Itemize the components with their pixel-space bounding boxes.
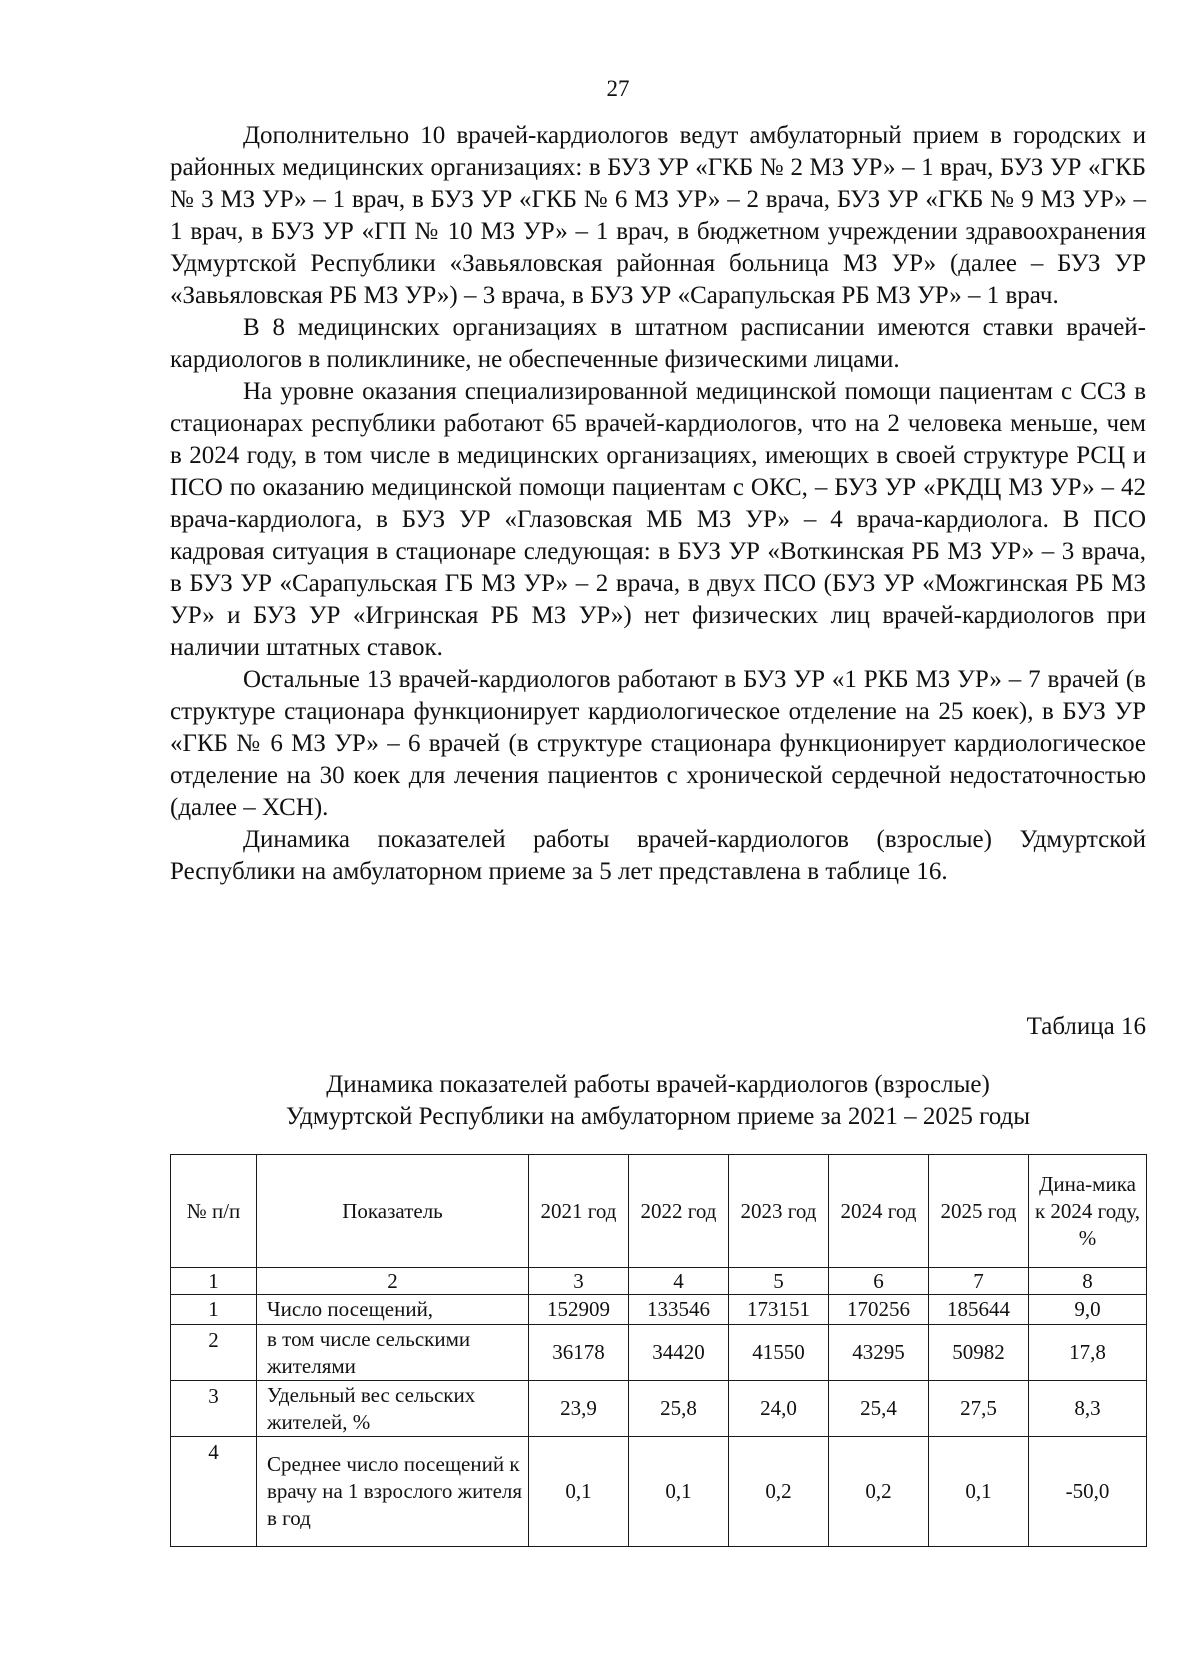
cell-2022: 25,8 xyxy=(629,1381,729,1437)
cell-2021: 23,9 xyxy=(529,1381,629,1437)
paragraph: Дополнительно 10 врачей-кардиологов ведут амбулаторный прием в городских и районных медицинских организациях: в БУЗ УР «ГКБ № 2 МЗ УР» – 1 врач, БУЗ УР «ГКБ № 3 МЗ УР» – 1 врач, в БУЗ УР «ГКБ № 6 МЗ УР» – 2 врача, БУЗ УР «ГКБ № 9 МЗ УР» – 1 врач, в БУЗ УР «ГП № 10 МЗ УР» – 1 врач, в бюджетном учреждении здравоохранения Удмуртской Республики «Завьяловская районная больница МЗ УР» (далее – БУЗ УР «Завьяловская РБ МЗ УР») – 3 врача, в БУЗ УР «Сарапульская РБ МЗ УР» – 1 врач. xyxy=(170,122,1146,309)
table-row xyxy=(171,1381,1147,1437)
cell-2024: 0,2 xyxy=(829,1437,929,1547)
row-indicator: Число посещений, xyxy=(257,1295,529,1325)
body-text xyxy=(170,120,1146,888)
cell-2023: 24,0 xyxy=(729,1381,829,1437)
paragraph: В 8 медицинских организациях в штатном расписании имеются ставки врачей-кардиологов в поликлинике, не обеспеченные физическими лицами. xyxy=(170,314,1146,373)
column-number: 3 xyxy=(529,1268,629,1295)
table-caption-line: Удмуртской Республики на амбулаторном приеме за 2021 – 2025 годы xyxy=(285,1103,1031,1130)
header-num: № п/п xyxy=(171,1155,257,1268)
cell-2023: 0,2 xyxy=(729,1437,829,1547)
row-indicator: Удельный вес сельских жителей, % xyxy=(257,1381,529,1437)
cell-2021: 0,1 xyxy=(529,1437,629,1547)
column-number: 6 xyxy=(829,1268,929,1295)
row-num: 2 xyxy=(171,1325,257,1381)
row-num: 1 xyxy=(171,1295,257,1325)
cell-dynamics: 8,3 xyxy=(1029,1381,1147,1437)
table-label: Таблица 16 xyxy=(1026,1013,1146,1040)
cell-2021: 152909 xyxy=(529,1295,629,1325)
header-2023: 2023 год xyxy=(729,1155,829,1268)
row-num: 3 xyxy=(171,1381,257,1437)
table-caption-line: Динамика показателей работы врачей-кардиологов (взрослые) xyxy=(326,1071,990,1098)
row-indicator: Среднее число посещений к врачу на 1 взрослого жителя в год xyxy=(257,1437,529,1547)
cell-2021: 36178 xyxy=(529,1325,629,1381)
column-number: 1 xyxy=(171,1268,257,1295)
cell-2025: 50982 xyxy=(929,1325,1029,1381)
table-row xyxy=(171,1325,1147,1381)
column-number: 2 xyxy=(257,1268,529,1295)
header-2024: 2024 год xyxy=(829,1155,929,1268)
cell-2023: 41550 xyxy=(729,1325,829,1381)
cell-2022: 0,1 xyxy=(629,1437,729,1547)
row-num: 4 xyxy=(171,1437,257,1547)
table-header-row xyxy=(171,1155,1147,1268)
paragraph: Динамика показателей работы врачей-кардиологов (взрослые) Удмуртской Республики на амбулаторном приеме за 5 лет представлена в таблице 16. xyxy=(170,826,1146,885)
cell-2025: 27,5 xyxy=(929,1381,1029,1437)
cell-2022: 133546 xyxy=(629,1295,729,1325)
indicators-table xyxy=(170,1154,1147,1547)
cell-2023: 173151 xyxy=(729,1295,829,1325)
cell-2024: 43295 xyxy=(829,1325,929,1381)
header-2025: 2025 год xyxy=(929,1155,1029,1268)
cell-dynamics: 17,8 xyxy=(1029,1325,1147,1381)
cell-2025: 185644 xyxy=(929,1295,1029,1325)
header-2022: 2022 год xyxy=(629,1155,729,1268)
cell-dynamics: -50,0 xyxy=(1029,1437,1147,1547)
table-row xyxy=(171,1295,1147,1325)
cell-2022: 34420 xyxy=(629,1325,729,1381)
column-number: 4 xyxy=(629,1268,729,1295)
page-number: 27 xyxy=(606,76,630,101)
column-number-row xyxy=(171,1268,1147,1295)
row-indicator: в том числе сельскими жителями xyxy=(257,1325,529,1381)
column-number: 5 xyxy=(729,1268,829,1295)
cell-2024: 25,4 xyxy=(829,1381,929,1437)
column-number: 7 xyxy=(929,1268,1029,1295)
paragraph: На уровне оказания специализированной медицинской помощи пациентам с ССЗ в стационарах республики работают 65 врачей-кардиологов, что на 2 человека меньше, чем в 2024 году, в том числе в медицинских организациях, имеющих в своей структуре РСЦ и ПСО по оказанию медицинской помощи пациентам с ОКС, – БУЗ УР «РКДЦ МЗ УР» – 42 врача-кардиолога, в БУЗ УР «Глазовская МБ МЗ УР» – 4 врача-кардиолога. В ПСО кадровая ситуация в стационаре следующая: в БУЗ УР «Воткинская РБ МЗ УР» – 3 врача, в БУЗ УР «Сарапульская ГБ МЗ УР» – 2 врача, в двух ПСО (БУЗ УР «Можгинская РБ МЗ УР» и БУЗ УР «Игринская РБ МЗ УР») нет физических лиц врачей-кардиологов при наличии штатных ставок. xyxy=(170,378,1146,661)
table-caption xyxy=(170,1069,1146,1133)
paragraph: Остальные 13 врачей-кардиологов работают в БУЗ УР «1 РКБ МЗ УР» – 7 врачей (в структуре стационара функционирует кардиологическое отделение на 25 коек), в БУЗ УР «ГКБ № 6 МЗ УР» – 6 врачей (в структуре стационара функционирует кардиологическое отделение на 30 коек для лечения пациентов с хронической сердечной недостаточностью (далее – ХСН). xyxy=(170,666,1146,821)
header-dynamics: Дина-мика к 2024 году, % xyxy=(1029,1155,1147,1268)
cell-dynamics: 9,0 xyxy=(1029,1295,1147,1325)
column-number: 8 xyxy=(1029,1268,1147,1295)
header-2021: 2021 год xyxy=(529,1155,629,1268)
header-indicator: Показатель xyxy=(257,1155,529,1268)
cell-2024: 170256 xyxy=(829,1295,929,1325)
table-row xyxy=(171,1437,1147,1547)
cell-2025: 0,1 xyxy=(929,1437,1029,1547)
